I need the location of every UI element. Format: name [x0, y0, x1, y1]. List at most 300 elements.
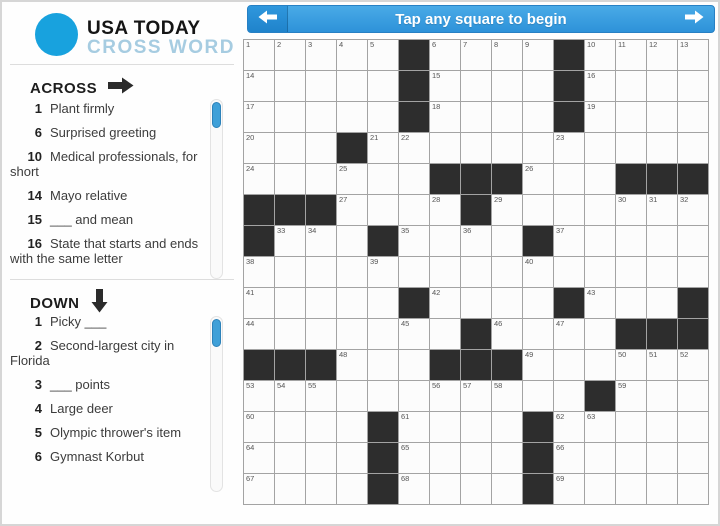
- clue-text: Mayo relative: [50, 188, 128, 203]
- cell-number: 22: [401, 133, 410, 142]
- cell-number: 45: [401, 319, 410, 328]
- grid-cell-r5-c10[interactable]: [523, 164, 553, 194]
- prev-clue-button[interactable]: [248, 6, 288, 32]
- grid-cell-r2-c12[interactable]: [585, 71, 615, 101]
- cell-number: 44: [246, 319, 255, 328]
- grid-cell-r13-c6[interactable]: [399, 412, 429, 442]
- cell-number: 48: [339, 350, 348, 359]
- grid-cell-r15-c7[interactable]: [430, 474, 460, 504]
- grid-cell-r9-c13[interactable]: [616, 288, 646, 318]
- across-clue-16[interactable]: [10, 236, 204, 266]
- clue-number: 6: [34, 449, 42, 464]
- grid-cell-r9-c5[interactable]: [368, 288, 398, 318]
- grid-cell-r10-c6[interactable]: [399, 319, 429, 349]
- across-scrollbar-thumb[interactable]: [212, 102, 221, 128]
- grid-cell-r10-c12[interactable]: [585, 319, 615, 349]
- grid-cell-r1-c14[interactable]: [647, 40, 677, 70]
- section-divider: [10, 279, 234, 280]
- down-clue-6[interactable]: [10, 449, 204, 464]
- grid-cell-r6-c4[interactable]: [337, 195, 367, 225]
- grid-cell-r10-c10[interactable]: [523, 319, 553, 349]
- black-cell-r14-c5: [368, 443, 398, 473]
- grid-cell-r4-c15[interactable]: [678, 133, 708, 163]
- grid-cell-r4-c1[interactable]: [244, 133, 274, 163]
- grid-cell-r12-c2[interactable]: [275, 381, 305, 411]
- grid-cell-r6-c6[interactable]: [399, 195, 429, 225]
- cell-number: 15: [432, 71, 441, 80]
- clue-number: 2: [34, 338, 42, 353]
- clue-number: 1: [34, 314, 42, 329]
- cell-number: 24: [246, 164, 255, 173]
- grid-cell-r6-c13[interactable]: [616, 195, 646, 225]
- cell-number: 40: [525, 257, 534, 266]
- grid-cell-r9-c1[interactable]: [244, 288, 274, 318]
- across-section-header: [30, 77, 134, 99]
- grid-cell-r5-c1[interactable]: [244, 164, 274, 194]
- grid-cell-r3-c12[interactable]: [585, 102, 615, 132]
- grid-cell-r3-c1[interactable]: [244, 102, 274, 132]
- black-cell-r2-c6: [399, 71, 429, 101]
- grid-cell-r6-c11[interactable]: [554, 195, 584, 225]
- cell-number: 62: [556, 412, 565, 421]
- grid-cell-r4-c2[interactable]: [275, 133, 305, 163]
- logo-divider: [10, 64, 234, 65]
- grid-cell-r12-c13[interactable]: [616, 381, 646, 411]
- cell-number: 21: [370, 133, 379, 142]
- black-cell-r15-c10: [523, 474, 553, 504]
- cell-number: 14: [246, 71, 255, 80]
- grid-cell-r1-c1[interactable]: [244, 40, 274, 70]
- clue-number: 16: [27, 236, 42, 251]
- black-cell-r9-c15: [678, 288, 708, 318]
- across-heading: ACROSS: [30, 79, 98, 97]
- black-cell-r7-c1: [244, 226, 274, 256]
- clue-text: Large deer: [50, 401, 113, 416]
- black-cell-r11-c1: [244, 350, 274, 380]
- down-clue-3[interactable]: [10, 377, 204, 392]
- grid-cell-r4-c8[interactable]: [461, 133, 491, 163]
- grid-cell-r11-c15[interactable]: [678, 350, 708, 380]
- grid-cell-r8-c4[interactable]: [337, 257, 367, 287]
- grid-cell-r7-c2[interactable]: [275, 226, 305, 256]
- grid-cell-r1-c15[interactable]: [678, 40, 708, 70]
- grid-cell-r7-c15[interactable]: [678, 226, 708, 256]
- grid-cell-r13-c14[interactable]: [647, 412, 677, 442]
- grid-cell-r13-c4[interactable]: [337, 412, 367, 442]
- grid-cell-r4-c6[interactable]: [399, 133, 429, 163]
- cell-number: 29: [494, 195, 503, 204]
- grid-cell-r7-c6[interactable]: [399, 226, 429, 256]
- grid-cell-r2-c8[interactable]: [461, 71, 491, 101]
- grid-cell-r15-c4[interactable]: [337, 474, 367, 504]
- grid-cell-r3-c10[interactable]: [523, 102, 553, 132]
- grid-cell-r5-c5[interactable]: [368, 164, 398, 194]
- grid-cell-r1-c12[interactable]: [585, 40, 615, 70]
- down-scrollbar[interactable]: [210, 316, 223, 492]
- grid-cell-r14-c4[interactable]: [337, 443, 367, 473]
- cell-number: 6: [432, 40, 437, 49]
- grid-cell-r3-c13[interactable]: [616, 102, 646, 132]
- grid-cell-r12-c3[interactable]: [306, 381, 336, 411]
- cell-number: 32: [680, 195, 689, 204]
- grid-cell-r2-c15[interactable]: [678, 71, 708, 101]
- grid-cell-r2-c13[interactable]: [616, 71, 646, 101]
- grid-cell-r13-c3[interactable]: [306, 412, 336, 442]
- clue-number: 6: [34, 125, 42, 140]
- grid-cell-r9-c9[interactable]: [492, 288, 522, 318]
- grid-cell-r3-c15[interactable]: [678, 102, 708, 132]
- grid-cell-r15-c2[interactable]: [275, 474, 305, 504]
- grid-cell-r14-c9[interactable]: [492, 443, 522, 473]
- across-clue-6[interactable]: [10, 125, 204, 140]
- grid-cell-r2-c10[interactable]: [523, 71, 553, 101]
- grid-cell-r12-c7[interactable]: [430, 381, 460, 411]
- grid-cell-r4-c11[interactable]: [554, 133, 584, 163]
- grid-cell-r4-c9[interactable]: [492, 133, 522, 163]
- grid-cell-r5-c12[interactable]: [585, 164, 615, 194]
- black-cell-r14-c10: [523, 443, 553, 473]
- grid-cell-r14-c15[interactable]: [678, 443, 708, 473]
- clue-number: 10: [27, 149, 42, 164]
- grid-cell-r9-c10[interactable]: [523, 288, 553, 318]
- grid-cell-r9-c7[interactable]: [430, 288, 460, 318]
- grid-cell-r7-c9[interactable]: [492, 226, 522, 256]
- cell-number: 56: [432, 381, 441, 390]
- down-scrollbar-thumb[interactable]: [212, 319, 221, 347]
- cell-number: 10: [587, 40, 596, 49]
- grid-cell-r8-c12[interactable]: [585, 257, 615, 287]
- cell-number: 69: [556, 474, 565, 483]
- black-cell-r9-c6: [399, 288, 429, 318]
- grid-cell-r9-c2[interactable]: [275, 288, 305, 318]
- grid-cell-r1-c10[interactable]: [523, 40, 553, 70]
- grid-cell-r6-c15[interactable]: [678, 195, 708, 225]
- grid-cell-r13-c7[interactable]: [430, 412, 460, 442]
- grid-cell-r1-c7[interactable]: [430, 40, 460, 70]
- cell-number: 39: [370, 257, 379, 266]
- grid-cell-r15-c15[interactable]: [678, 474, 708, 504]
- grid-cell-r5-c11[interactable]: [554, 164, 584, 194]
- grid-cell-r4-c3[interactable]: [306, 133, 336, 163]
- black-cell-r3-c6: [399, 102, 429, 132]
- cell-number: 26: [525, 164, 534, 173]
- grid-cell-r3-c9[interactable]: [492, 102, 522, 132]
- grid-cell-r8-c7[interactable]: [430, 257, 460, 287]
- grid-cell-r3-c14[interactable]: [647, 102, 677, 132]
- black-cell-r10-c8: [461, 319, 491, 349]
- down-clue-5[interactable]: [10, 425, 204, 440]
- cell-number: 5: [370, 40, 375, 49]
- grid-cell-r3-c4[interactable]: [337, 102, 367, 132]
- black-cell-r5-c15: [678, 164, 708, 194]
- grid-cell-r6-c5[interactable]: [368, 195, 398, 225]
- grid-cell-r7-c7[interactable]: [430, 226, 460, 256]
- grid-cell-r14-c3[interactable]: [306, 443, 336, 473]
- grid-cell-r15-c1[interactable]: [244, 474, 274, 504]
- cell-number: 37: [556, 226, 565, 235]
- cell-number: 49: [525, 350, 534, 359]
- cell-number: 34: [308, 226, 317, 235]
- grid-cell-r15-c11[interactable]: [554, 474, 584, 504]
- grid-cell-r11-c13[interactable]: [616, 350, 646, 380]
- grid-cell-r2-c9[interactable]: [492, 71, 522, 101]
- grid-cell-r11-c10[interactable]: [523, 350, 553, 380]
- grid-cell-r7-c8[interactable]: [461, 226, 491, 256]
- grid-cell-r15-c9[interactable]: [492, 474, 522, 504]
- grid-cell-r8-c11[interactable]: [554, 257, 584, 287]
- grid-cell-r13-c13[interactable]: [616, 412, 646, 442]
- down-clue-list: [10, 314, 204, 473]
- grid-cell-r13-c12[interactable]: [585, 412, 615, 442]
- black-cell-r13-c10: [523, 412, 553, 442]
- grid-cell-r14-c14[interactable]: [647, 443, 677, 473]
- grid-cell-r5-c4[interactable]: [337, 164, 367, 194]
- grid-cell-r15-c12[interactable]: [585, 474, 615, 504]
- grid-cell-r2-c2[interactable]: [275, 71, 305, 101]
- logo-brand-text: USA TODAY: [87, 18, 201, 39]
- black-cell-r12-c12: [585, 381, 615, 411]
- cell-number: 9: [525, 40, 530, 49]
- clue-number: 5: [34, 425, 42, 440]
- grid-cell-r7-c13[interactable]: [616, 226, 646, 256]
- grid-cell-r9-c4[interactable]: [337, 288, 367, 318]
- grid-cell-r12-c1[interactable]: [244, 381, 274, 411]
- grid-cell-r11-c5[interactable]: [368, 350, 398, 380]
- grid-cell-r9-c12[interactable]: [585, 288, 615, 318]
- grid-cell-r1-c8[interactable]: [461, 40, 491, 70]
- grid-cell-r14-c11[interactable]: [554, 443, 584, 473]
- grid-cell-r12-c10[interactable]: [523, 381, 553, 411]
- grid-cell-r15-c14[interactable]: [647, 474, 677, 504]
- right-arrow-icon: [685, 10, 704, 29]
- grid-cell-r13-c11[interactable]: [554, 412, 584, 442]
- toolbar-message: Tap any square to begin: [395, 10, 567, 28]
- grid-cell-r14-c1[interactable]: [244, 443, 274, 473]
- grid-cell-r8-c6[interactable]: [399, 257, 429, 287]
- grid-cell-r9-c3[interactable]: [306, 288, 336, 318]
- grid-cell-r1-c4[interactable]: [337, 40, 367, 70]
- grid-cell-r8-c3[interactable]: [306, 257, 336, 287]
- across-clue-list: [10, 101, 204, 275]
- grid-cell-r12-c14[interactable]: [647, 381, 677, 411]
- logo-sub-text: CROSS WORD: [87, 37, 235, 58]
- grid-cell-r2-c3[interactable]: [306, 71, 336, 101]
- grid-cell-r11-c14[interactable]: [647, 350, 677, 380]
- cell-number: 60: [246, 412, 255, 421]
- grid-cell-r8-c14[interactable]: [647, 257, 677, 287]
- down-clue-4[interactable]: [10, 401, 204, 416]
- grid-cell-r7-c4[interactable]: [337, 226, 367, 256]
- cell-number: 52: [680, 350, 689, 359]
- grid-cell-r1-c3[interactable]: [306, 40, 336, 70]
- grid-cell-r10-c4[interactable]: [337, 319, 367, 349]
- grid-cell-r10-c11[interactable]: [554, 319, 584, 349]
- grid-cell-r8-c1[interactable]: [244, 257, 274, 287]
- grid-cell-r14-c8[interactable]: [461, 443, 491, 473]
- black-cell-r6-c3: [306, 195, 336, 225]
- grid-cell-r10-c1[interactable]: [244, 319, 274, 349]
- grid-cell-r12-c6[interactable]: [399, 381, 429, 411]
- grid-cell-r14-c7[interactable]: [430, 443, 460, 473]
- grid-cell-r14-c13[interactable]: [616, 443, 646, 473]
- black-cell-r6-c1: [244, 195, 274, 225]
- clue-number: 14: [27, 188, 42, 203]
- grid-cell-r11-c12[interactable]: [585, 350, 615, 380]
- grid-cell-r10-c5[interactable]: [368, 319, 398, 349]
- across-clue-14[interactable]: [10, 188, 204, 203]
- usa-today-logo-circle-icon: [35, 13, 78, 56]
- grid-cell-r8-c5[interactable]: [368, 257, 398, 287]
- down-clue-2[interactable]: [10, 338, 204, 368]
- cell-number: 8: [494, 40, 499, 49]
- grid-cell-r5-c6[interactable]: [399, 164, 429, 194]
- grid-cell-r7-c12[interactable]: [585, 226, 615, 256]
- grid-cell-r2-c14[interactable]: [647, 71, 677, 101]
- grid-cell-r7-c14[interactable]: [647, 226, 677, 256]
- cell-number: 66: [556, 443, 565, 452]
- black-cell-r11-c8: [461, 350, 491, 380]
- grid-cell-r12-c9[interactable]: [492, 381, 522, 411]
- clue-number: 1: [34, 101, 42, 116]
- grid-cell-r1-c13[interactable]: [616, 40, 646, 70]
- grid-cell-r5-c2[interactable]: [275, 164, 305, 194]
- grid-cell-r11-c11[interactable]: [554, 350, 584, 380]
- black-cell-r5-c14: [647, 164, 677, 194]
- grid-cell-r10-c9[interactable]: [492, 319, 522, 349]
- black-cell-r11-c9: [492, 350, 522, 380]
- grid-cell-r7-c3[interactable]: [306, 226, 336, 256]
- sidebar: [2, 2, 242, 524]
- cell-number: 31: [649, 195, 658, 204]
- grid-cell-r15-c8[interactable]: [461, 474, 491, 504]
- cell-number: 68: [401, 474, 410, 483]
- grid-cell-r8-c13[interactable]: [616, 257, 646, 287]
- grid-cell-r4-c13[interactable]: [616, 133, 646, 163]
- grid-cell-r4-c14[interactable]: [647, 133, 677, 163]
- grid-cell-r12-c5[interactable]: [368, 381, 398, 411]
- grid-cell-r12-c8[interactable]: [461, 381, 491, 411]
- grid-cell-r11-c4[interactable]: [337, 350, 367, 380]
- right-arrow-icon: [108, 77, 134, 99]
- grid-cell-r1-c9[interactable]: [492, 40, 522, 70]
- grid-cell-r8-c10[interactable]: [523, 257, 553, 287]
- grid-cell-r1-c5[interactable]: [368, 40, 398, 70]
- black-cell-r2-c11: [554, 71, 584, 101]
- clue-text: Gymnast Korbut: [50, 449, 144, 464]
- grid-cell-r13-c1[interactable]: [244, 412, 274, 442]
- grid-cell-r10-c2[interactable]: [275, 319, 305, 349]
- grid-cell-r8-c2[interactable]: [275, 257, 305, 287]
- cell-number: 17: [246, 102, 255, 111]
- across-scrollbar[interactable]: [210, 99, 223, 279]
- cell-number: 28: [432, 195, 441, 204]
- black-cell-r11-c2: [275, 350, 305, 380]
- grid-cell-r4-c10[interactable]: [523, 133, 553, 163]
- grid-cell-r12-c15[interactable]: [678, 381, 708, 411]
- cell-number: 7: [463, 40, 468, 49]
- black-cell-r10-c14: [647, 319, 677, 349]
- grid-cell-r4-c7[interactable]: [430, 133, 460, 163]
- grid-cell-r6-c14[interactable]: [647, 195, 677, 225]
- clue-text: ___ and mean: [50, 212, 134, 227]
- grid-cell-r7-c11[interactable]: [554, 226, 584, 256]
- grid-cell-r3-c2[interactable]: [275, 102, 305, 132]
- grid-cell-r1-c2[interactable]: [275, 40, 305, 70]
- grid-cell-r13-c15[interactable]: [678, 412, 708, 442]
- grid-cell-r11-c6[interactable]: [399, 350, 429, 380]
- grid-cell-r8-c8[interactable]: [461, 257, 491, 287]
- cell-number: 58: [494, 381, 503, 390]
- across-clue-15[interactable]: [10, 212, 204, 227]
- grid-cell-r15-c6[interactable]: [399, 474, 429, 504]
- grid-cell-r9-c14[interactable]: [647, 288, 677, 318]
- grid-cell-r3-c5[interactable]: [368, 102, 398, 132]
- grid-cell-r10-c7[interactable]: [430, 319, 460, 349]
- black-cell-r1-c11: [554, 40, 584, 70]
- puzzle-toolbar: [247, 5, 715, 33]
- cell-number: 67: [246, 474, 255, 483]
- grid-cell-r13-c9[interactable]: [492, 412, 522, 442]
- grid-cell-r2-c5[interactable]: [368, 71, 398, 101]
- cell-number: 4: [339, 40, 344, 49]
- next-clue-button[interactable]: [674, 6, 714, 32]
- cell-number: 63: [587, 412, 596, 421]
- grid-cell-r3-c7[interactable]: [430, 102, 460, 132]
- cell-number: 35: [401, 226, 410, 235]
- grid-cell-r9-c8[interactable]: [461, 288, 491, 318]
- cell-number: 64: [246, 443, 255, 452]
- cell-number: 1: [246, 40, 251, 49]
- grid-cell-r2-c4[interactable]: [337, 71, 367, 101]
- grid-cell-r3-c8[interactable]: [461, 102, 491, 132]
- black-cell-r9-c11: [554, 288, 584, 318]
- grid-cell-r8-c15[interactable]: [678, 257, 708, 287]
- grid-cell-r14-c6[interactable]: [399, 443, 429, 473]
- down-clue-1[interactable]: [10, 314, 204, 329]
- across-clue-1[interactable]: [10, 101, 204, 116]
- cell-number: 47: [556, 319, 565, 328]
- grid-cell-r8-c9[interactable]: [492, 257, 522, 287]
- grid-cell-r15-c13[interactable]: [616, 474, 646, 504]
- grid-cell-r14-c12[interactable]: [585, 443, 615, 473]
- grid-cell-r2-c1[interactable]: [244, 71, 274, 101]
- black-cell-r10-c13: [616, 319, 646, 349]
- grid-cell-r4-c12[interactable]: [585, 133, 615, 163]
- grid-cell-r6-c12[interactable]: [585, 195, 615, 225]
- black-cell-r7-c10: [523, 226, 553, 256]
- grid-cell-r15-c3[interactable]: [306, 474, 336, 504]
- across-clue-10[interactable]: [10, 149, 204, 179]
- black-cell-r11-c3: [306, 350, 336, 380]
- grid-cell-r2-c7[interactable]: [430, 71, 460, 101]
- grid-cell-r6-c10[interactable]: [523, 195, 553, 225]
- grid-cell-r12-c4[interactable]: [337, 381, 367, 411]
- grid-cell-r13-c2[interactable]: [275, 412, 305, 442]
- grid-cell-r10-c3[interactable]: [306, 319, 336, 349]
- grid-cell-r3-c3[interactable]: [306, 102, 336, 132]
- grid-cell-r14-c2[interactable]: [275, 443, 305, 473]
- grid-cell-r12-c11[interactable]: [554, 381, 584, 411]
- cell-number: 36: [463, 226, 472, 235]
- grid-cell-r6-c7[interactable]: [430, 195, 460, 225]
- grid-cell-r4-c5[interactable]: [368, 133, 398, 163]
- grid-cell-r5-c3[interactable]: [306, 164, 336, 194]
- black-cell-r15-c5: [368, 474, 398, 504]
- cell-number: 11: [618, 40, 626, 49]
- grid-cell-r13-c8[interactable]: [461, 412, 491, 442]
- grid-cell-r6-c9[interactable]: [492, 195, 522, 225]
- black-cell-r5-c13: [616, 164, 646, 194]
